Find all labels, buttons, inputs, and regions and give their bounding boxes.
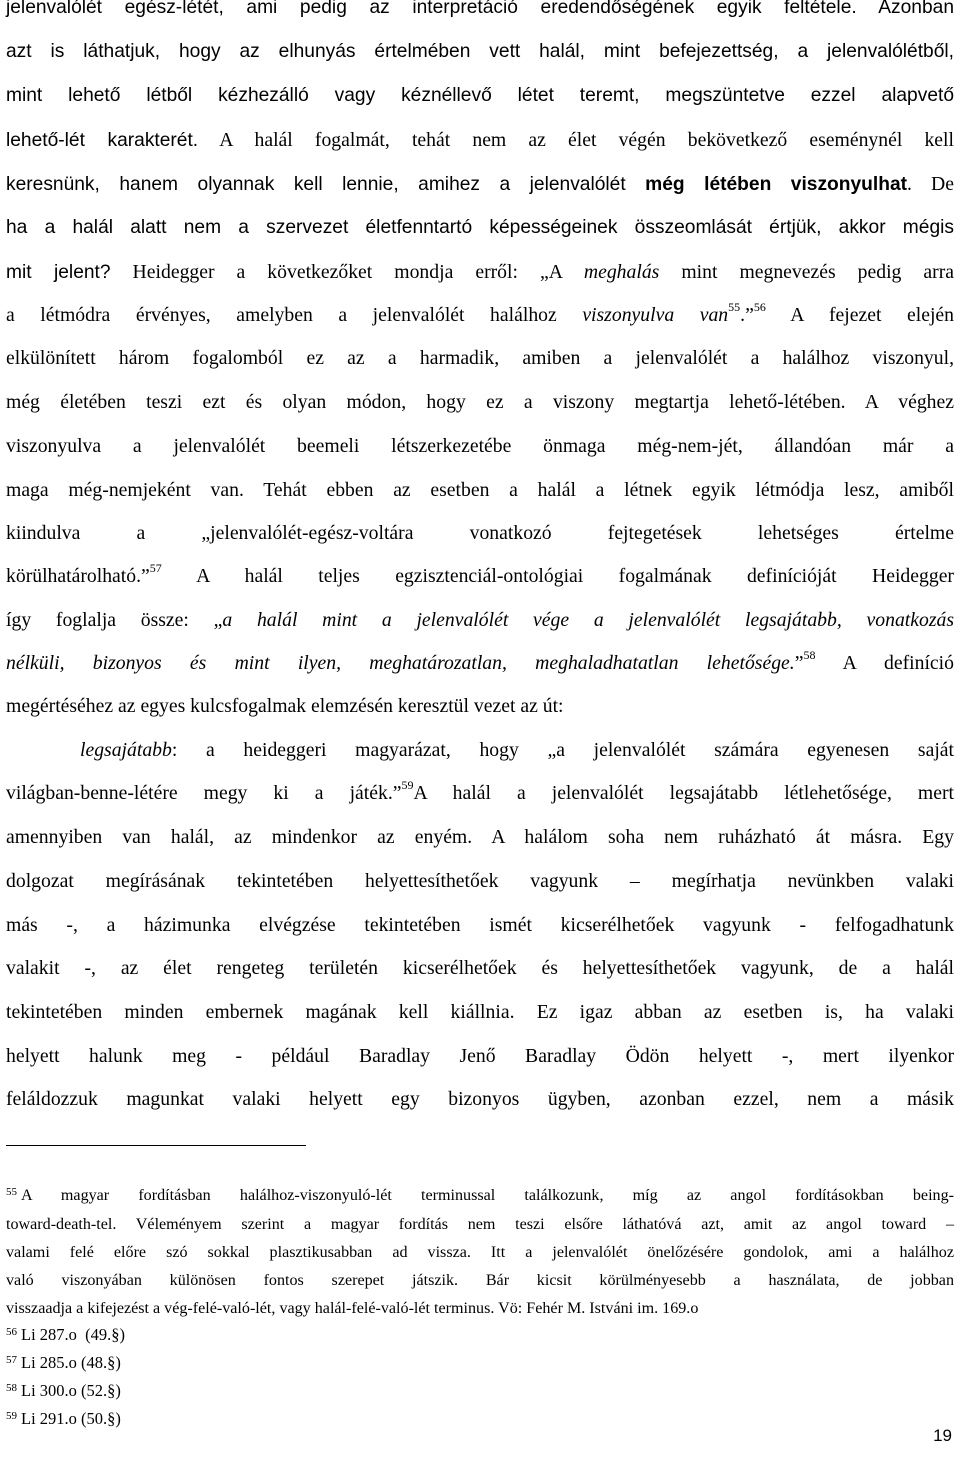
body-line: a létmódra érvényes, amelyben a jelenvalólét halálhoz viszonyulva van$^{55}$.”$^{56}$ A fejezet elején [6, 300, 954, 326]
body-line: elkülönített három fogalomból ez az a harmadik, amiben a jelenvalólét a halálhoz viszonyul, [6, 347, 954, 369]
body-line: azt is láthatjuk, hogy az elhunyás értelmében vett halál, mint befejezettség, a jelenvalólétből, [6, 41, 954, 62]
body-line: kiindulva a „jelenvalólét-egész-voltára vonatkozó fejtegetések lehetséges értelme [6, 522, 954, 544]
body-line: keresnünk, hanem olyannak kell lennie, amihez a jelenvalólét még létében viszonyulhat. De [6, 173, 954, 195]
body-line: maga még-nemjeként van. Tehát ebben az esetben a halál a létnek egyik létmódja lesz, amiből [6, 479, 954, 501]
footnote-ref-58[interactable]: 58 [803, 648, 816, 663]
body-line: így foglalja össze: „a halál mint a jelenvalólét vége a jelenvalólét legsajátabb, vonatkozás [6, 609, 955, 631]
footnote-59: $^{59}$ Li 291.o (50.§) [6, 1409, 121, 1428]
body-line: világban-benne-létére megy ki a játék.”$^{59}$A halál a jelenvalólét legsajátabb létlehetősége, mert [6, 778, 954, 804]
body-line: legsajátabb: a heideggeri magyarázat, hogy „a jelenvalólét számára egyenesen saját [80, 739, 954, 761]
footnote-line: toward-death-tel. Véleményem szerint a magyar fordítás nem teszi elsőre láthatóvá azt, amit az angol toward – [6, 1216, 954, 1233]
footnote-separator [6, 1145, 306, 1146]
bold-phrase: még létében viszonyulhat [645, 174, 908, 195]
footnote-55: $^{55}$ A magyar fordításban halálhoz-viszonyuló-lét terminussal találkozunk, míg az angol fordításokban being- [6, 1186, 954, 1204]
body-line: más -, a házimunka elvégzése tekintetében ismét kicserélhetőek vagyunk - felfogadhatunk [6, 914, 954, 936]
footnote-line: való viszonyában különösen fontos szerepet játszik. Bár kicsit körülményesebb a használata, de jobban [6, 1272, 954, 1289]
body-line: mint lehető létből kézhezálló vagy kéznéllevő létet teremt, megszüntetve ezzel alapvető [6, 85, 954, 106]
footnote-ref-55[interactable]: 55 [728, 300, 741, 315]
footnote-58: $^{58}$ Li 300.o (52.§) [6, 1381, 121, 1400]
body-line: feláldozzuk magunkat valaki helyett egy bizonyos ügyben, azonban ezzel, nem a másik [6, 1088, 954, 1110]
body-line: mit jelent? Heidegger a következőket mondja erről: „A meghalás mint megnevezés pedig arra [6, 261, 954, 283]
footnote-56: $^{56}$ Li 287.o (49.§) [6, 1325, 126, 1344]
footnote-ref-57[interactable]: 57 [149, 561, 162, 576]
footnote-ref-56[interactable]: 56 [753, 300, 766, 315]
body-line: körülhatárolható.”$^{57}$ A halál teljes egzisztenciál-ontológiai fogalmának definícióját Heidegger [6, 561, 954, 587]
page-number: 19 [933, 1426, 952, 1445]
body-line: megértéséhez az egyes kulcsfogalmak elemzésén keresztül vezet az út: [6, 695, 564, 717]
body-line: még életében teszi ezt és olyan módon, hogy ez a viszony megtartja lehető-létében. A véghez [6, 391, 954, 413]
body-line: helyett halunk meg - például Baradlay Jenő Baradlay Ödön helyett -, mert ilyenkor [6, 1045, 954, 1067]
body-line: dolgozat megírásának tekintetében helyettesíthetőek vagyunk – megírhatja nevünkben valaki [6, 870, 954, 892]
body-line: lehető-lét karakterét. A halál fogalmát, tehát nem az élet végén bekövetkező eseménynél kell [6, 129, 954, 151]
footnote-line: valami felé előre szó sokkal plasztikusabban ad vissza. Itt a jelenvalólét önelőzésére gondolok, ami a halálhoz [6, 1244, 954, 1261]
body-line: jelenvalólét egész-létét, ami pedig az interpretáció eredendőségének egyik feltétele. Azonban [6, 0, 954, 18]
body-line: tekintetében minden embernek magának kell kiállnia. Ez igaz abban az esetben is, ha valaki [6, 1001, 954, 1023]
footnote-line: visszaadja a kifejezést a vég-felé-való-lét, vagy halál-felé-való-lét terminus. Vö: Fehér M. Istváni im. 169.o [6, 1300, 699, 1317]
footnote-57: $^{57}$ Li 285.o (48.§) [6, 1353, 121, 1372]
body-line: nélküli, bizonyos és mint ilyen, meghatározatlan, meghaladhatatlan lehetősége.”$^{58}$ A definíció [6, 648, 954, 674]
body-line: ha a halál alatt nem a szervezet életfenntartó képességeinek összeomlását értjük, akkor mégis [6, 217, 954, 238]
body-line: amennyiben van halál, az mindenkor az enyém. A halálom soha nem ruházható át másra. Egy [6, 826, 954, 848]
term-legsajatabb: legsajátabb [80, 739, 172, 761]
body-line: viszonyulva a jelenvalólét beemeli létszerkezetébe önmaga még-nem-jét, állandóan már a [6, 435, 954, 457]
footnote-ref-59[interactable]: 59 [401, 778, 414, 793]
body-line: valakit -, az élet rengeteg területén kicserélhetőek és helyettesíthetőek vagyunk, de a halál [6, 957, 954, 979]
definition-quote: a halál mint a jelenvalólét vége a jelenvalólét legsajátabb, vonatkozás [222, 609, 955, 631]
